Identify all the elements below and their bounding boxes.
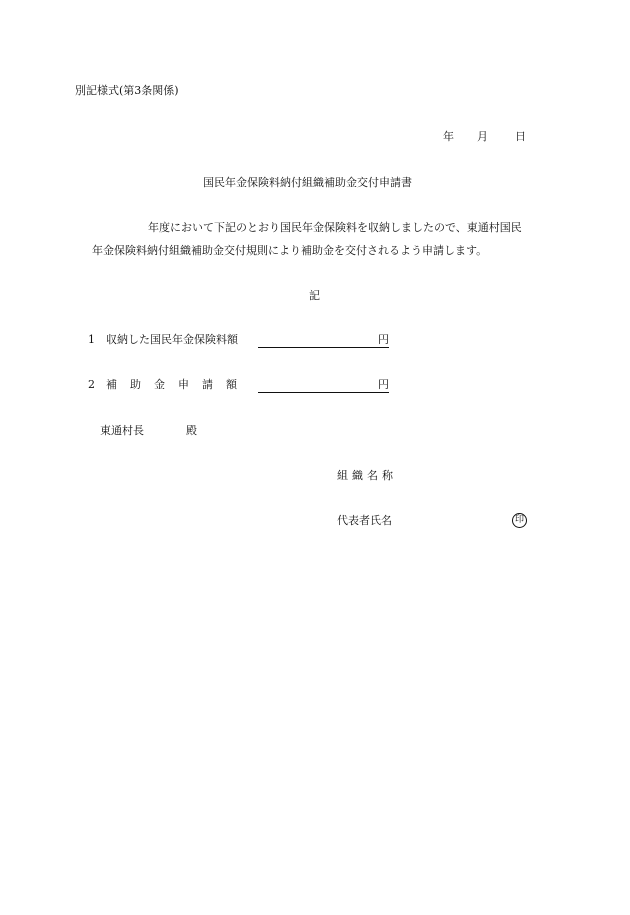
date-year-label: 年 bbox=[443, 130, 454, 143]
ki-heading: 記 bbox=[309, 289, 320, 302]
yen-unit: 円 bbox=[378, 333, 389, 346]
item-row-collected-amount bbox=[88, 333, 389, 348]
representative-name-label: 代表者氏名 bbox=[337, 514, 392, 527]
item-number: 1 bbox=[88, 333, 95, 346]
date-day-label: 日 bbox=[515, 130, 526, 143]
yen-unit: 円 bbox=[378, 378, 389, 391]
organization-name-label: 組織名称 bbox=[337, 469, 397, 482]
addressee-name: 東通村長 bbox=[100, 424, 144, 437]
date-line bbox=[443, 130, 526, 144]
item-row-subsidy-amount bbox=[88, 378, 389, 393]
amount-fill-line bbox=[258, 379, 378, 393]
item-label: 収納した国民年金保険料額 bbox=[106, 333, 238, 346]
form-style-label: 別記様式(第3条関係) bbox=[75, 84, 179, 97]
date-month-label: 月 bbox=[477, 130, 488, 143]
seal-mark: 印 bbox=[512, 513, 527, 528]
addressee bbox=[100, 424, 197, 438]
addressee-honorific: 殿 bbox=[186, 424, 197, 437]
body-text-line-1: 年度において下記のとおり国民年金保険料を収納しましたので、東通村国民 bbox=[148, 221, 522, 234]
document-title: 国民年金保険料納付組織補助金交付申請書 bbox=[203, 176, 412, 189]
item-number: 2 bbox=[88, 378, 95, 391]
body-text-line-2: 年金保険料納付組織補助金交付規則により補助金を交付されるよう申請します。 bbox=[92, 244, 488, 257]
amount-fill-line bbox=[258, 334, 378, 348]
item-label: 補助金申請額 bbox=[106, 378, 250, 391]
